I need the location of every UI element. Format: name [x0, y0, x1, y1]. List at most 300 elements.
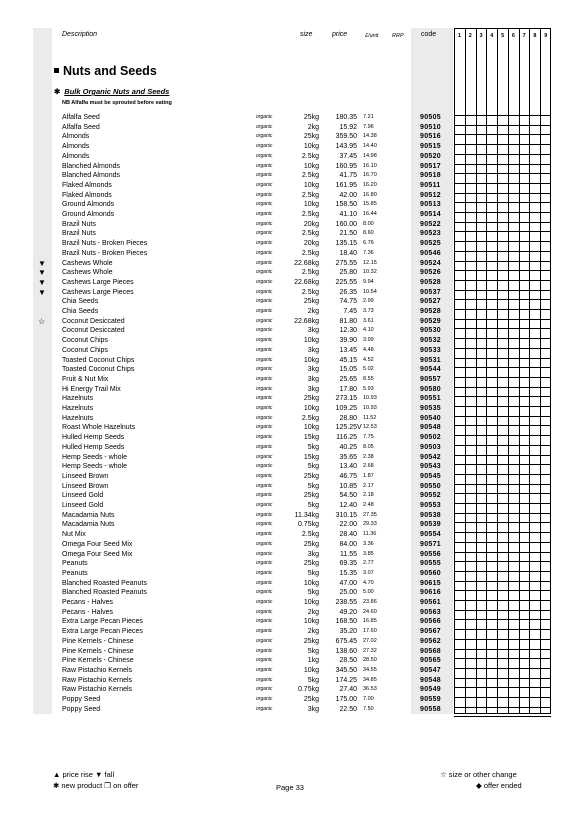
alfalfa-note: NB Alfalfa must be sprouted before eating — [62, 100, 172, 106]
unit-price: 14.98 — [363, 152, 377, 159]
product-row — [0, 627, 585, 637]
unit-price: 27.02 — [363, 637, 377, 644]
pack-size: 2.5kg — [301, 531, 319, 539]
product-row — [0, 598, 585, 608]
organic-label: organic — [256, 337, 273, 344]
organic-label: organic — [256, 414, 273, 421]
order-column-number: 9 — [544, 33, 548, 39]
price: 143.95 — [335, 143, 357, 151]
unit-price: 16.80 — [363, 191, 377, 198]
pack-size: 25kg — [303, 395, 319, 403]
organic-label: organic — [256, 133, 273, 140]
organic-label: organic — [256, 434, 273, 441]
product-name: Toasted Coconut Chips — [62, 356, 135, 364]
unit-price: 10.93 — [363, 405, 377, 411]
product-name: Hazelnuts — [62, 395, 94, 403]
legend-offer-ended: ◆ offer ended — [476, 781, 522, 790]
product-code: 90568 — [420, 647, 441, 655]
pack-size: 5kg — [307, 569, 319, 577]
product-row — [0, 443, 585, 453]
subsection-heading: ✱ Bulk Organic Nuts and Seeds — [54, 87, 170, 96]
product-code: 90544 — [420, 366, 441, 374]
product-code: 90557 — [420, 375, 441, 383]
product-name: Pecans - Halves — [62, 599, 113, 606]
unit-price: 3.36 — [363, 540, 374, 547]
organic-label: organic — [256, 472, 273, 479]
organic-label: organic — [256, 540, 273, 547]
pack-size: 10kg — [303, 337, 319, 345]
price: 25.65 — [339, 375, 357, 383]
product-name: Linseed Brown — [62, 482, 109, 490]
organic-label: organic — [256, 599, 273, 605]
unit-price: 10.32 — [363, 269, 377, 276]
price: 359.50 — [335, 133, 357, 141]
pack-size: 0.75kg — [297, 686, 319, 694]
organic-label: organic — [256, 579, 273, 586]
product-name: Hazelnuts — [62, 414, 94, 422]
organic-label: organic — [256, 696, 273, 702]
organic-label: organic — [256, 521, 273, 528]
price: 81.80 — [339, 317, 357, 325]
organic-label: organic — [256, 482, 273, 489]
price: 160.95 — [335, 162, 357, 170]
unit-price: 16.10 — [363, 162, 377, 169]
pack-size: 10kg — [303, 143, 319, 151]
product-name: Hazelnuts — [62, 405, 94, 412]
product-row — [0, 404, 585, 414]
product-row — [0, 608, 585, 618]
pack-size: 1kg — [307, 657, 319, 665]
product-row — [0, 142, 585, 152]
product-name: Extra Large Pecan Pieces — [62, 618, 143, 626]
product-name: Pine Kernels - Chinese — [62, 637, 134, 645]
product-name: Coconut Desiccated — [62, 327, 125, 335]
pack-size: 20kg — [303, 240, 319, 248]
product-code: 90580 — [420, 385, 441, 393]
price: 161.95 — [335, 181, 357, 189]
pack-size: 2.5kg — [301, 414, 319, 422]
product-row — [0, 666, 585, 676]
organic-label: organic — [256, 211, 273, 217]
unit-price: 8.00 — [363, 220, 374, 227]
pack-size: 2.5kg — [301, 288, 319, 296]
unit-price: 9.94 — [363, 278, 374, 285]
product-row — [0, 346, 585, 356]
organic-label: organic — [256, 647, 273, 654]
unit-price: 2.77 — [363, 560, 374, 567]
unit-price: 2.38 — [363, 453, 374, 460]
unit-price: 5.93 — [363, 385, 374, 392]
product-row — [0, 462, 585, 472]
product-row — [0, 171, 585, 181]
unit-price: 3.73 — [363, 308, 374, 314]
pack-size: 15kg — [303, 453, 319, 461]
product-name: Brazil Nuts — [62, 230, 96, 238]
organic-label: organic — [256, 191, 273, 198]
order-column-number: 7 — [522, 33, 526, 39]
product-code: 90524 — [420, 259, 441, 267]
unit-price: 2.17 — [363, 482, 374, 489]
unit-price: 2.68 — [363, 463, 374, 470]
pack-size: 10kg — [303, 666, 319, 674]
pack-size: 5kg — [307, 589, 319, 597]
pack-size: 2.5kg — [301, 191, 319, 199]
change-marker: ☆ — [38, 316, 46, 326]
product-row — [0, 394, 585, 404]
product-row — [0, 113, 585, 123]
price: 54.50 — [339, 492, 357, 500]
product-code: 90518 — [420, 172, 441, 180]
product-row — [0, 132, 585, 142]
product-row — [0, 482, 585, 492]
product-code: 90559 — [420, 696, 441, 703]
pack-size: 25kg — [303, 696, 319, 703]
product-name: Hulled Hemp Seeds — [62, 443, 125, 451]
price: 174.25 — [335, 676, 357, 684]
product-code: 90511 — [420, 181, 441, 189]
product-row — [0, 472, 585, 482]
pack-size: 20kg — [303, 220, 319, 228]
product-code: 90520 — [420, 152, 441, 160]
product-code: 90515 — [420, 143, 441, 151]
product-row — [0, 268, 585, 278]
product-row — [0, 695, 585, 705]
product-name: Cashews Whole — [62, 269, 113, 277]
price: 35.65 — [339, 453, 357, 461]
product-name: Pine Kernels - Chinese — [62, 647, 134, 655]
unit-price: 15.85 — [363, 201, 377, 208]
unit-price: 16.44 — [363, 211, 377, 217]
unit-price: 7.96 — [363, 123, 374, 130]
organic-label: organic — [256, 375, 273, 382]
order-column-number: 5 — [501, 33, 505, 39]
product-name: Peanuts — [62, 560, 88, 568]
legend-new-offer: ✱ new product ❒ on offer — [53, 781, 139, 790]
unit-price: 8.55 — [363, 375, 374, 382]
change-marker: ▼ — [38, 277, 46, 287]
product-name: Blanched Roasted Peanuts — [62, 579, 147, 587]
product-name: Raw Pistachio Kernels — [62, 686, 133, 694]
price: 275.55 — [335, 259, 357, 267]
pack-size: 5kg — [307, 443, 319, 451]
organic-label: organic — [256, 705, 273, 712]
organic-label: organic — [256, 492, 273, 499]
organic-label: organic — [256, 172, 273, 179]
pack-size: 2.5kg — [301, 269, 319, 277]
product-code: 90555 — [420, 560, 441, 568]
product-code: 90531 — [420, 356, 441, 364]
organic-label: organic — [256, 686, 273, 693]
product-name: Cashews Large Pieces — [62, 288, 134, 296]
organic-label: organic — [256, 162, 273, 169]
price: 12.30 — [339, 327, 357, 335]
product-row — [0, 297, 585, 307]
product-row — [0, 326, 585, 336]
pack-size: 10kg — [303, 162, 319, 170]
unit-price: 29.33 — [363, 521, 377, 528]
product-code: 90567 — [420, 628, 441, 636]
product-row — [0, 676, 585, 686]
header-description: Description — [62, 31, 98, 38]
pack-size: 25kg — [303, 637, 319, 645]
pack-size: 5kg — [307, 463, 319, 471]
product-row — [0, 191, 585, 201]
product-row — [0, 229, 585, 239]
product-name: Brazil Nuts - Broken Pieces — [62, 240, 148, 248]
product-name: Pecans - Halves — [62, 608, 113, 616]
product-row — [0, 181, 585, 191]
product-code: 90545 — [420, 472, 441, 480]
product-name: Almonds — [62, 133, 90, 141]
product-row — [0, 162, 585, 172]
pack-size: 3kg — [307, 327, 319, 335]
pack-size: 3kg — [307, 375, 319, 383]
pack-size: 2kg — [307, 123, 319, 131]
price: 116.25 — [336, 434, 357, 442]
product-row — [0, 656, 585, 666]
price: 238.55 — [335, 599, 357, 606]
order-column-number: 3 — [479, 33, 483, 39]
price: 28.80 — [339, 414, 357, 422]
price: 41.10 — [339, 211, 357, 218]
organic-label: organic — [256, 249, 273, 256]
pack-size: 25kg — [303, 540, 319, 548]
product-code: 90517 — [420, 162, 441, 170]
product-code: 90526 — [420, 269, 441, 277]
product-row — [0, 200, 585, 210]
product-row — [0, 685, 585, 695]
unit-price: 4.70 — [363, 579, 374, 586]
price: 25.80 — [339, 269, 357, 277]
unit-price: 11.36 — [363, 531, 377, 538]
product-row — [0, 530, 585, 540]
unit-price: 16.85 — [363, 618, 377, 625]
unit-price: 3.85 — [363, 550, 374, 557]
pack-size: 25kg — [303, 560, 319, 568]
pack-size: 0.75kg — [297, 521, 319, 529]
product-code: 90615 — [420, 579, 441, 587]
unit-price: 8.60 — [363, 230, 374, 237]
legend-size-change: ☆ size or other change — [440, 770, 517, 779]
vat-marker: V — [357, 424, 362, 432]
price: 11.55 — [340, 550, 357, 558]
product-name: Macadamia Nuts — [62, 521, 115, 529]
product-code: 90552 — [420, 492, 441, 500]
unit-price: 23.86 — [363, 599, 377, 605]
product-code: 90563 — [420, 608, 441, 616]
organic-label: organic — [256, 327, 273, 334]
product-row — [0, 278, 585, 288]
unit-price: 3.99 — [363, 337, 374, 344]
price: 47.00 — [339, 579, 357, 587]
product-name: Brazil Nuts - Broken Pieces — [62, 249, 148, 257]
product-code: 90539 — [420, 521, 441, 529]
product-row — [0, 569, 585, 579]
unit-price: 5.00 — [363, 589, 374, 596]
pack-size: 10kg — [303, 356, 319, 364]
price: 42.00 — [339, 191, 357, 199]
product-code: 90513 — [420, 201, 441, 209]
unit-price: 5.02 — [363, 366, 374, 373]
product-name: Fruit & Nut Mix — [62, 375, 109, 383]
product-row — [0, 356, 585, 366]
pack-size: 2.5kg — [301, 230, 319, 238]
product-name: Linseed Gold — [62, 502, 104, 509]
product-code: 90523 — [420, 230, 441, 238]
pack-size: 2kg — [307, 608, 319, 616]
organic-label: organic — [256, 152, 273, 159]
organic-label: organic — [256, 628, 273, 635]
unit-price: 16.20 — [363, 181, 377, 188]
pack-size: 3kg — [307, 550, 319, 558]
header-price: price — [332, 31, 348, 38]
pack-size: 10kg — [303, 181, 319, 189]
unit-price: 2.18 — [363, 492, 374, 499]
product-row — [0, 550, 585, 560]
pack-size: 5kg — [307, 647, 319, 655]
organic-label: organic — [256, 143, 273, 150]
price: 46.75 — [339, 472, 357, 480]
section-title: Nuts and Seeds — [54, 64, 157, 78]
price: 13.40 — [339, 463, 357, 471]
header-code: code — [421, 31, 437, 38]
price: 27.40 — [339, 686, 357, 694]
organic-label: organic — [256, 317, 273, 324]
organic-label: organic — [256, 220, 273, 227]
product-row — [0, 249, 585, 259]
price: 15.92 — [339, 123, 357, 131]
product-row — [0, 423, 585, 433]
product-code: 90503 — [420, 443, 441, 451]
page-number: Page 33 — [276, 783, 304, 792]
product-name: Almonds — [62, 143, 90, 151]
price: 175.00 — [335, 696, 357, 703]
header-size: size — [300, 31, 313, 38]
price: 13.45 — [339, 346, 357, 354]
pack-size: 11.34kg — [294, 511, 319, 519]
product-code: 90514 — [420, 211, 441, 218]
product-code: 90532 — [420, 337, 441, 345]
product-code: 90571 — [420, 540, 441, 548]
order-column-number: 8 — [533, 33, 537, 39]
unit-price: 4.48 — [363, 346, 374, 353]
unit-price: 8.05 — [363, 443, 374, 450]
product-row — [0, 511, 585, 521]
price: 39.90 — [339, 337, 357, 345]
organic-label: organic — [256, 298, 273, 305]
product-code: 90505 — [420, 114, 441, 121]
price: 12.40 — [339, 502, 357, 509]
price: 135.15 — [335, 240, 357, 248]
product-code: 90542 — [420, 453, 441, 461]
product-name: Blanched Roasted Peanuts — [62, 589, 147, 597]
product-code: 90516 — [420, 133, 441, 141]
price: 74.75 — [339, 298, 357, 306]
price: 15.05 — [339, 366, 357, 374]
product-row — [0, 365, 585, 375]
price: 160.00 — [335, 220, 357, 228]
product-name: Linseed Brown — [62, 472, 109, 480]
pack-size: 3kg — [307, 346, 319, 354]
product-code: 90560 — [420, 569, 441, 577]
product-code: 90549 — [420, 686, 441, 694]
product-row — [0, 375, 585, 385]
product-row — [0, 433, 585, 443]
product-code: 90538 — [420, 511, 441, 519]
product-row — [0, 152, 585, 162]
organic-label: organic — [256, 269, 273, 276]
organic-label: organic — [256, 637, 273, 644]
product-code: 90561 — [420, 599, 441, 606]
product-name: Blanched Almonds — [62, 172, 120, 180]
price: 273.15 — [335, 395, 357, 403]
price: 138.60 — [335, 647, 357, 655]
organic-label: organic — [256, 366, 273, 373]
product-row — [0, 210, 585, 220]
product-name: Linseed Gold — [62, 492, 104, 500]
product-name: Ground Almonds — [62, 201, 115, 209]
product-code: 90535 — [420, 405, 441, 412]
organic-label: organic — [256, 453, 273, 460]
product-code: 90512 — [420, 191, 441, 199]
organic-label: organic — [256, 405, 273, 411]
pack-size: 25kg — [303, 133, 319, 141]
unit-price: 12.53 — [363, 424, 377, 431]
product-row — [0, 453, 585, 463]
product-code: 90528 — [420, 278, 441, 286]
pack-size: 2.5kg — [301, 152, 319, 160]
unit-price: 7.36 — [363, 249, 374, 256]
product-row — [0, 288, 585, 298]
product-code: 90565 — [420, 657, 441, 665]
product-name: Raw Pistachio Kernels — [62, 666, 133, 674]
product-row — [0, 220, 585, 230]
pack-size: 22.68kg — [294, 259, 319, 267]
product-code: 90551 — [420, 395, 441, 403]
price: 28.50 — [339, 657, 357, 665]
unit-price: 34.55 — [363, 666, 377, 673]
unit-price: 7.50 — [363, 705, 374, 712]
price: 10.85 — [339, 482, 357, 490]
organic-label: organic — [256, 201, 273, 208]
product-name: Hemp Seeds - whole — [62, 453, 127, 461]
unit-price: 3.61 — [363, 317, 374, 324]
product-code: 90533 — [420, 346, 441, 354]
product-name: Hemp Seeds - whole — [62, 463, 127, 471]
pack-size: 15kg — [303, 434, 319, 442]
product-code: 90510 — [420, 123, 441, 131]
product-code: 90537 — [420, 288, 441, 296]
product-name: Blanched Almonds — [62, 162, 120, 170]
product-code: 90540 — [420, 414, 441, 422]
unit-price: 17.60 — [363, 628, 377, 635]
legend-price-change: ▲ price rise ▼ fall — [53, 770, 115, 779]
product-name: Poppy Seed — [62, 696, 101, 703]
pack-size: 10kg — [303, 579, 319, 587]
product-code: 90543 — [420, 463, 441, 471]
product-name: Nut Mix — [62, 531, 86, 539]
organic-label: organic — [256, 278, 273, 285]
product-row — [0, 259, 585, 269]
pack-size: 25kg — [303, 114, 319, 121]
product-row — [0, 501, 585, 511]
order-column-number: 6 — [511, 33, 515, 39]
organic-label: organic — [256, 385, 273, 392]
unit-price: 2.48 — [363, 502, 374, 508]
price: 7.45 — [343, 308, 357, 315]
pack-size: 25kg — [303, 298, 319, 306]
pack-size: 10kg — [303, 599, 319, 606]
